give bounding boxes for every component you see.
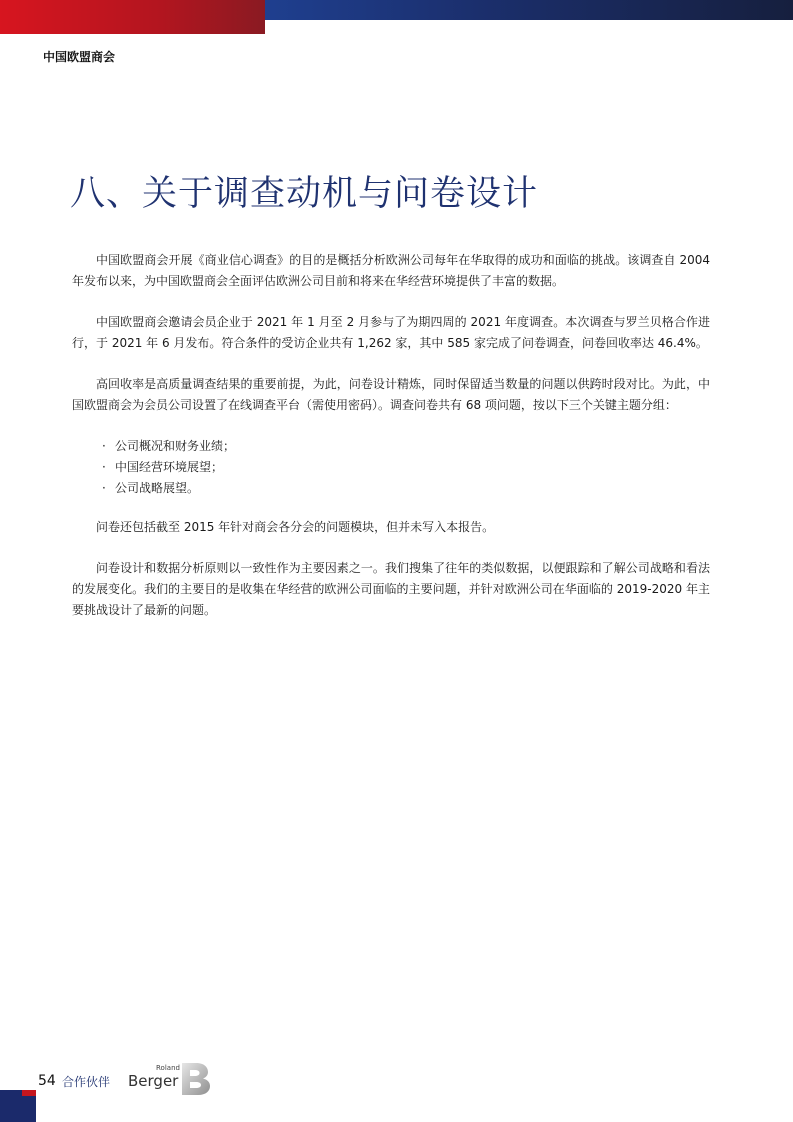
paragraph-questionnaire-design: 高回收率是高质量调查结果的重要前提，为此，问卷设计精炼，同时保留适当数量的问题以供跨时段对比。为此，中国欧盟商会为会员公司设置了在线调查平台（需使用密码）。调查问卷共有 68 项问题，按以下三个关键主题分组： (72, 377, 710, 412)
top-blue-band (265, 0, 793, 20)
topic-list (72, 436, 710, 499)
org-header: 中国欧盟商会 (43, 50, 116, 64)
logo-roland-text: Roland (156, 1064, 180, 1072)
bullet-icon: · (102, 481, 106, 495)
list-item: · 公司概况和财务业绩； (72, 436, 710, 457)
paragraph-module-note: 问卷还包括截至 2015 年针对商会各分会的问题模块，但并未写入本报告。 (96, 520, 495, 534)
body-content (72, 250, 710, 641)
page-title: 八、关于调查动机与问卷设计 (70, 174, 539, 214)
bullet-icon: · (102, 460, 106, 474)
page-number: 54 (38, 1073, 56, 1089)
top-color-band (0, 0, 793, 20)
logo-berger-text: Berger (128, 1072, 179, 1090)
paragraph-survey-details: 中国欧盟商会邀请会员企业于 2021 年 1 月至 2 月参与了为期四周的 2021 年度调查。本次调查与罗兰贝格合作进行，于 2021 年 6 月发布。符合条件的受访企业共有 1,262 家，其中 585 家完成了问卷调查，问卷回收率达 46.4%。 (72, 315, 710, 350)
partner-label: 合作伙伴 (62, 1075, 111, 1089)
top-red-band (0, 0, 265, 34)
bullet-icon: · (102, 439, 106, 453)
roland-berger-logo (128, 1064, 218, 1098)
corner-accent (22, 1090, 36, 1096)
list-item: · 公司战略展望。 (72, 478, 710, 499)
paragraph-consistency: 问卷设计和数据分析原则以一致性作为主要因素之一。我们搜集了往年的类似数据，以便跟踪和了解公司战略和看法的发展变化。我们的主要目的是收集在华经营的欧洲公司面临的主要问题，并针对欧洲公司在华面临的 2019-2020 年主要挑战设计了最新的问题。 (72, 561, 710, 617)
b-logo-icon (180, 1062, 212, 1096)
paragraph-intro: 中国欧盟商会开展《商业信心调查》的目的是概括分析欧洲公司每年在华取得的成功和面临的挑战。该调查自 2004 年发布以来，为中国欧盟商会全面评估欧洲公司目前和将来在华经营环境提供了丰富的数据。 (72, 253, 710, 288)
list-item: · 中国经营环境展望； (72, 457, 710, 478)
